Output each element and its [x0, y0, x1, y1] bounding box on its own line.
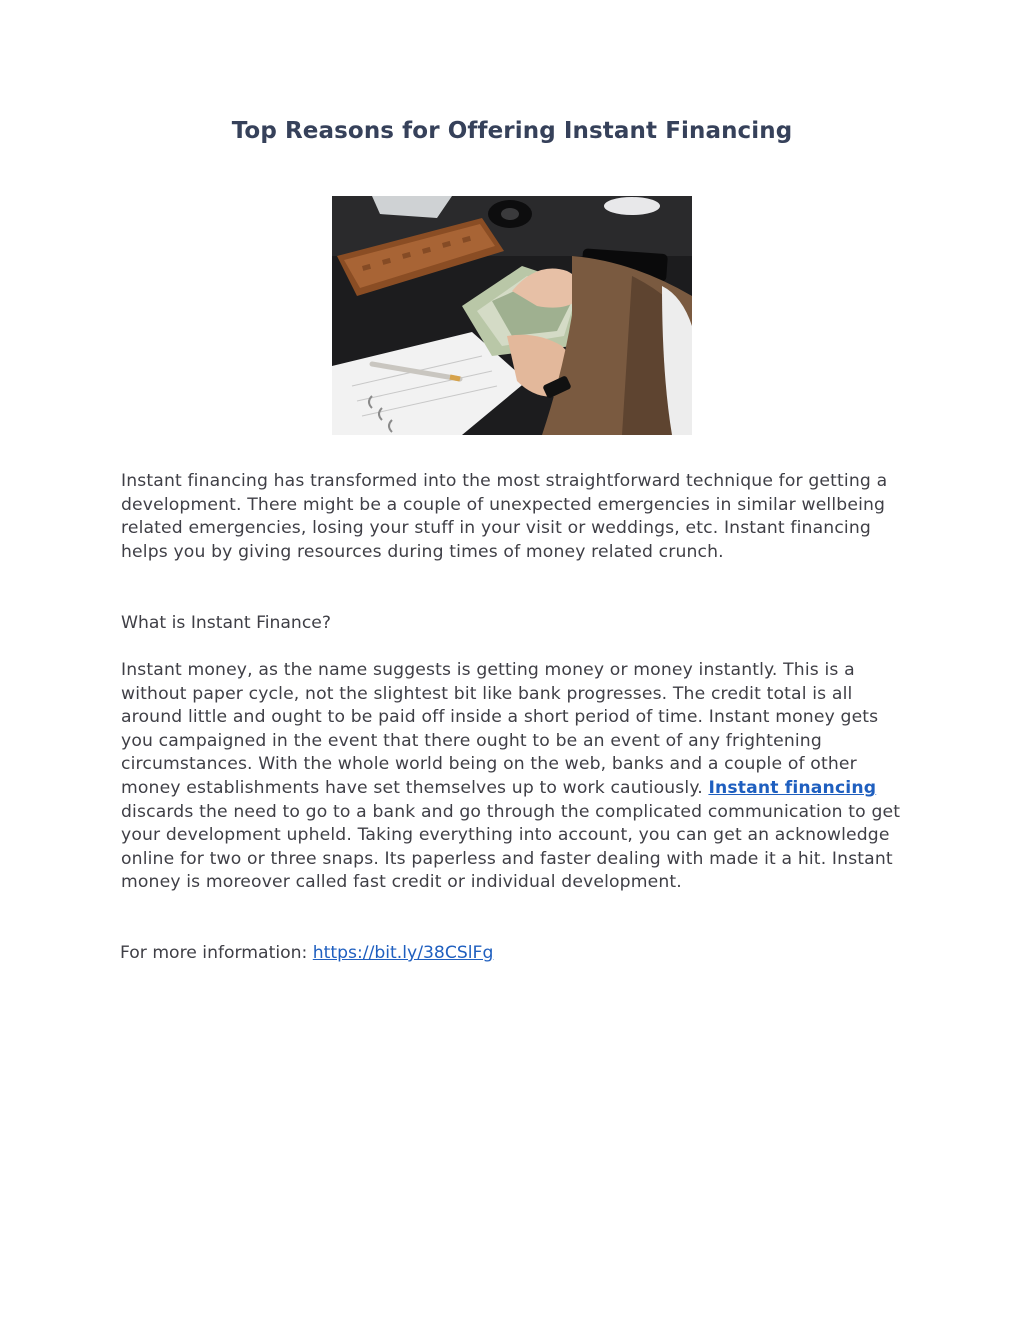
- more-info-url-link[interactable]: https://bit.ly/38CSlFg: [312, 943, 494, 963]
- more-info-label: For more information:: [120, 943, 313, 963]
- paragraph-text-after-link: discards the need to go to a bank and go through the complicated communication to get your development upheld. Taking everything into account, you can get an acknowledge online for two or three snaps. Its paperless and faster dealing with made it a hit. Instant money is moreover called fast credit or individual development.: [121, 801, 901, 893]
- hero-photo-money-counting: [332, 196, 692, 435]
- paragraph-text-before-link: Instant money, as the name suggests is getting money or money instantly. This is a without paper cycle, not the slightest bit like bank progresses. The credit total is all around little and ought to be paid off inside a short period of time. Instant money gets you campaigned in the event that there ought to be an event of any frightening circumstances. With the whole world being on the web, banks and a couple of other money establishments have set themselves up to work cautiously.: [121, 660, 879, 798]
- intro-paragraph: Instant financing has transformed into the most straightforward technique for getting a development. There might be a couple of unexpected emergencies in similar wellbeing related emergencies, losing your stuff in your visit or weddings, etc. Instant financing helps you by giving resources during times of money related crunch.: [121, 471, 888, 562]
- section-heading: What is Instant Finance?: [121, 613, 331, 633]
- page-title: Top Reasons for Offering Instant Financing: [231, 118, 793, 144]
- instant-financing-link[interactable]: Instant financing: [708, 777, 877, 798]
- more-information-line: [120, 942, 493, 966]
- body-paragraph: [121, 659, 911, 895]
